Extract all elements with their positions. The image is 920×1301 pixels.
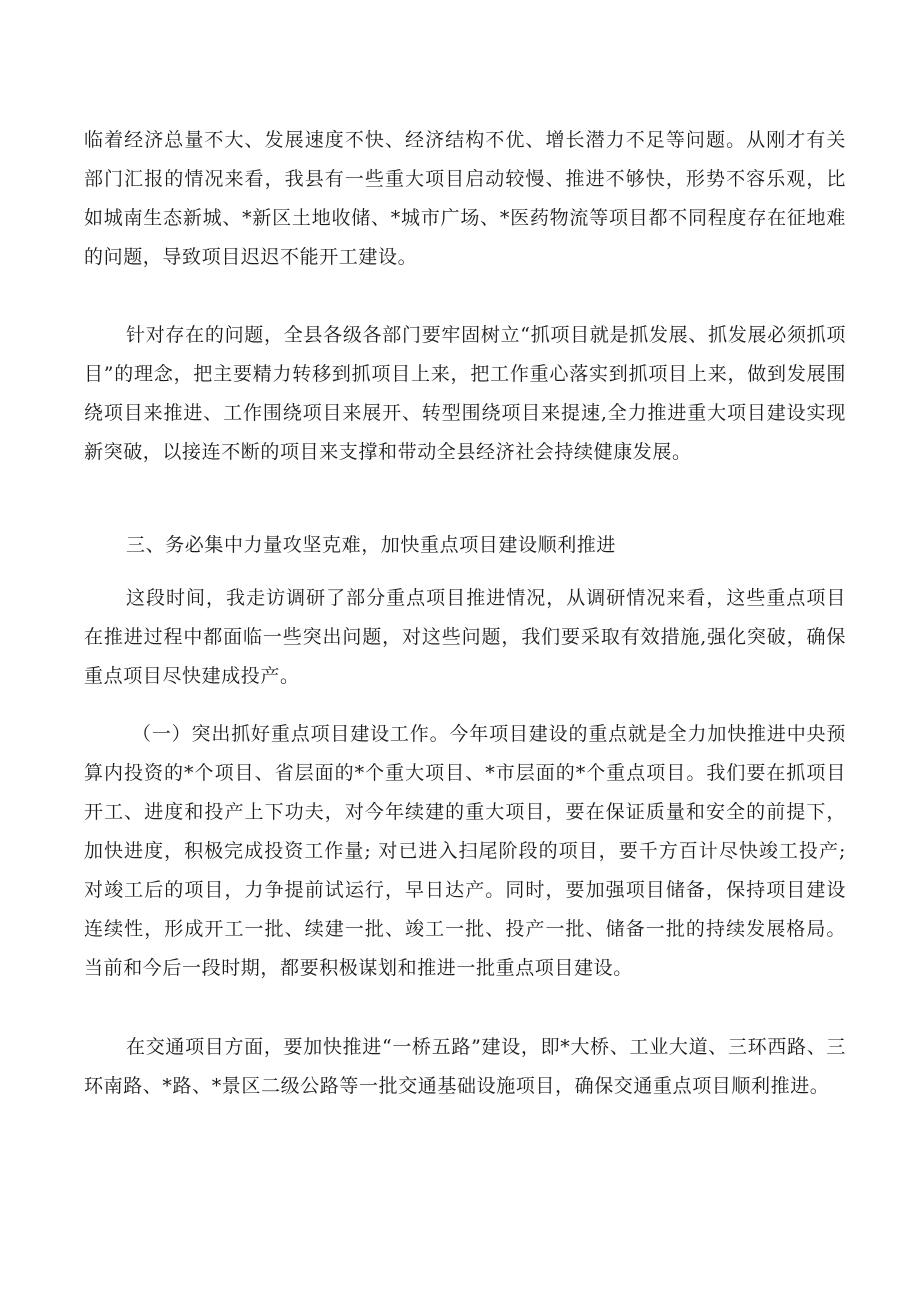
section-heading: 三、务必集中力量攻坚克难，加快重点项目建设顺利推进 xyxy=(126,534,617,556)
paragraph-1: 临着经济总量不大、发展速度不快、经济结构不优、增长潜力不足等问题。从刚才有关部门汇报的情况来看，我县有一些重大项目启动较慢、推进不够快，形势不容乐观，比如城南生态新城、*新区土地收储、*城市广场、*医药物流等项目都不同程度存在征地难的问题，导致项目迟迟不能开工建设。 xyxy=(84,129,846,268)
paragraph-4: （一）突出抓好重点项目建设工作。今年项目建设的重点就是全力加快推进中央预算内投资的*个项目、省层面的*个重大项目、*市层面的*个重点项目。我们要在抓项目开工、进度和投产上下功夫，对今年续建的重大项目，要在保证质量和安全的前提下，加快进度，积极完成投资工作量; 对已进入扫尾阶段的项目，要千方百计尽快竣工投产; 对竣工后的项目，力争提前试运行，早日达产。同时，要加强项目储备，保持项目建设连续性，形成开工一批、续建一批、竣工一批、投产一批、储备一批的持续发展格局。当前和今后一段时期，都要积极谋划和推进一批重点项目建设。 xyxy=(84,723,846,979)
paragraph-3: 这段时间，我走访调研了部分重点项目推进情况，从调研情况来看，这些重点项目在推进过程中都面临一些突出问题，对这些问题，我们要采取有效措施,强化突破，确保重点项目尽快建成投产。 xyxy=(84,587,846,687)
paragraph-2: 针对存在的问题，全县各级各部门要牢固树立“抓项目就是抓发展、抓发展必须抓项目”的理念，把主要精力转移到抓项目上来，把工作重心落实到抓项目上来，做到发展围绕项目来推进、工作围绕项目来展开、转型围绕项目来提速,全力推进重大项目建设实现新突破，以接连不断的项目来支撑和带动全县经济社会持续健康发展。 xyxy=(84,324,846,463)
paragraph-5: 在交通项目方面，要加快推进“一桥五路”建设，即*大桥、工业大道、三环西路、三环南路、*路、*景区二级公路等一批交通基础设施项目，确保交通重点项目顺利推进。 xyxy=(84,1036,846,1097)
